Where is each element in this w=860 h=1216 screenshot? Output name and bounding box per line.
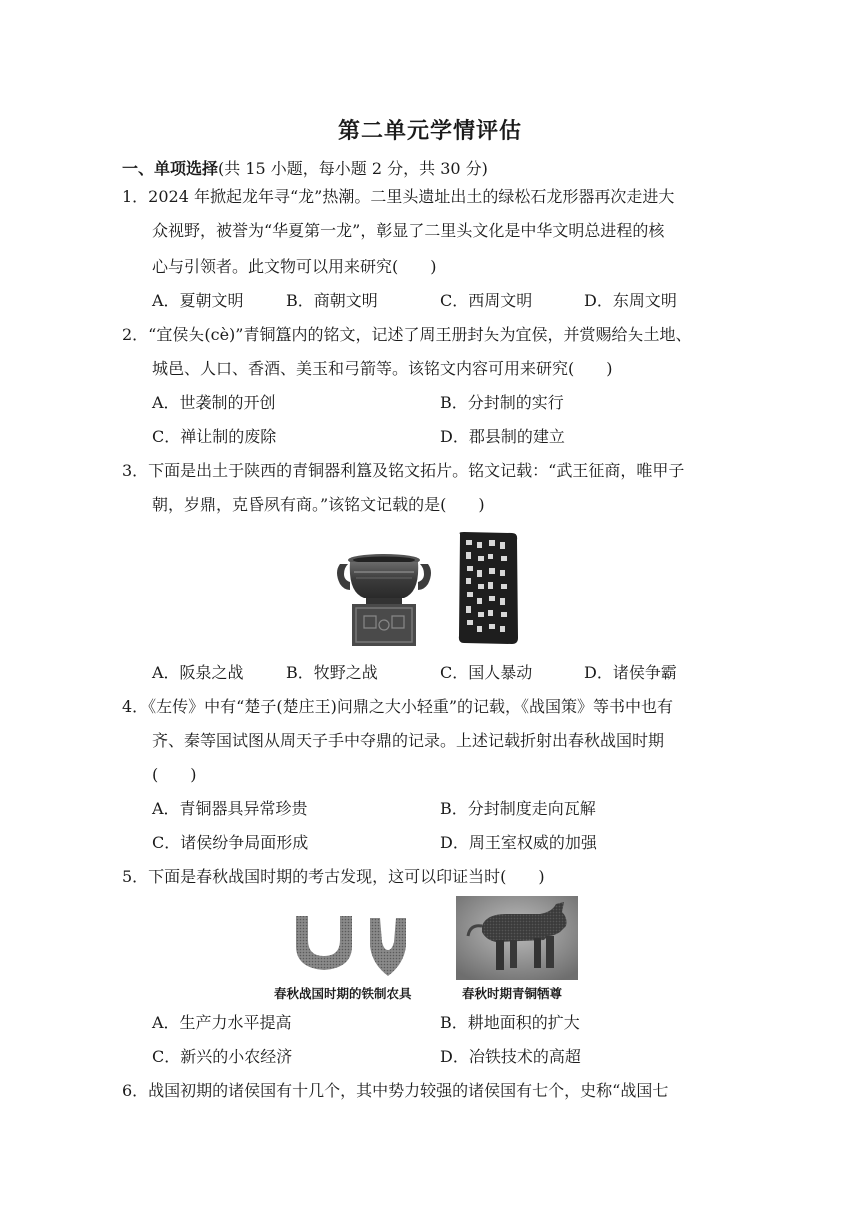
bronze-gui-vessel-image <box>334 548 434 646</box>
section-heading <box>122 156 488 179</box>
question-3-option-b[interactable]: B．牧野之战 <box>286 663 378 682</box>
caption-ox-zun: 春秋时期青铜牺尊 <box>462 986 563 1001</box>
question-4-option-c[interactable]: C．诸侯纷争局面形成 <box>152 833 309 852</box>
question-5-option-b[interactable]: B．耕地面积的扩大 <box>440 1013 580 1032</box>
section-note: (共 15 小题，每小题 2 分，共 30 分) <box>218 159 488 178</box>
inscription-rubbing-image <box>456 530 520 646</box>
question-1-option-d[interactable]: D．东周文明 <box>584 291 677 310</box>
question-4-option-a[interactable]: A．青铜器具异常珍贵 <box>152 799 308 818</box>
question-5-option-d[interactable]: D．冶铁技术的高超 <box>440 1047 581 1066</box>
question-2-line-1: 2．“宜侯夨(cè)”青铜簋内的铭文，记述了周王册封夨为宜侯，并赏赐给夨土地、 <box>122 325 692 344</box>
question-1-option-c[interactable]: C．西周文明 <box>440 291 533 310</box>
iron-farm-tools-image <box>290 912 416 978</box>
bronze-ox-zun-image <box>456 896 578 980</box>
question-5-line-1: 5．下面是春秋战国时期的考古发现，这可以印证当时( ) <box>122 867 545 886</box>
question-2-option-b[interactable]: B．分封制的实行 <box>440 393 564 412</box>
question-1-line-1: 1．2024 年掀起龙年寻“龙”热潮。二里头遗址出土的绿松石龙形器再次走进大 <box>122 187 675 206</box>
question-5-option-c[interactable]: C．新兴的小农经济 <box>152 1047 293 1066</box>
question-3-line-1: 3．下面是出土于陕西的青铜器利簋及铭文拓片。铭文记载：“武王征商，唯甲子 <box>122 461 685 480</box>
question-3-option-d[interactable]: D．诸侯争霸 <box>584 663 677 682</box>
caption-iron-tools: 春秋战国时期的铁制农具 <box>274 986 412 1001</box>
question-3-option-c[interactable]: C．国人暴动 <box>440 663 533 682</box>
question-2-option-d[interactable]: D．郡县制的建立 <box>440 427 565 446</box>
section-label: 一、单项选择 <box>122 159 219 178</box>
question-2-option-c[interactable]: C．禅让制的废除 <box>152 427 277 446</box>
question-5-option-a[interactable]: A．生产力水平提高 <box>152 1013 292 1032</box>
question-1-option-b[interactable]: B．商朝文明 <box>286 291 378 310</box>
question-6-line-1: 6．战国初期的诸侯国有十几个，其中势力较强的诸侯国有七个，史称“战国七 <box>122 1081 669 1100</box>
question-4-line-2: 齐、秦等国试图从周天子手中夺鼎的记录。上述记载折射出春秋战国时期 <box>152 731 665 750</box>
question-1-option-a[interactable]: A．夏朝文明 <box>152 291 244 310</box>
question-2-line-2: 城邑、人口、香酒、美玉和弓箭等。该铭文内容可用来研究( ) <box>152 359 613 378</box>
question-3-line-2: 朝，岁鼎，克昏夙有商。”该铭文记载的是( ) <box>152 495 485 514</box>
question-1-line-2: 众视野，被誉为“华夏第一龙”，彰显了二里头文化是中华文明总进程的核 <box>152 221 665 240</box>
question-3-option-a[interactable]: A．阪泉之战 <box>152 663 244 682</box>
page-title: 第二单元学情评估 <box>337 119 522 144</box>
question-4-line-3: ( ) <box>152 765 197 784</box>
question-4-option-b[interactable]: B．分封制度走向瓦解 <box>440 799 596 818</box>
question-4-option-d[interactable]: D．周王室权威的加强 <box>440 833 597 852</box>
question-4-line-1: 4．《左传》中有“楚子(楚庄王)问鼎之大小轻重”的记载，《战国策》等书中也有 <box>122 697 674 716</box>
question-1-line-3: 心与引领者。此文物可以用来研究( ) <box>152 257 437 276</box>
question-2-option-a[interactable]: A．世袭制的开创 <box>152 393 276 412</box>
